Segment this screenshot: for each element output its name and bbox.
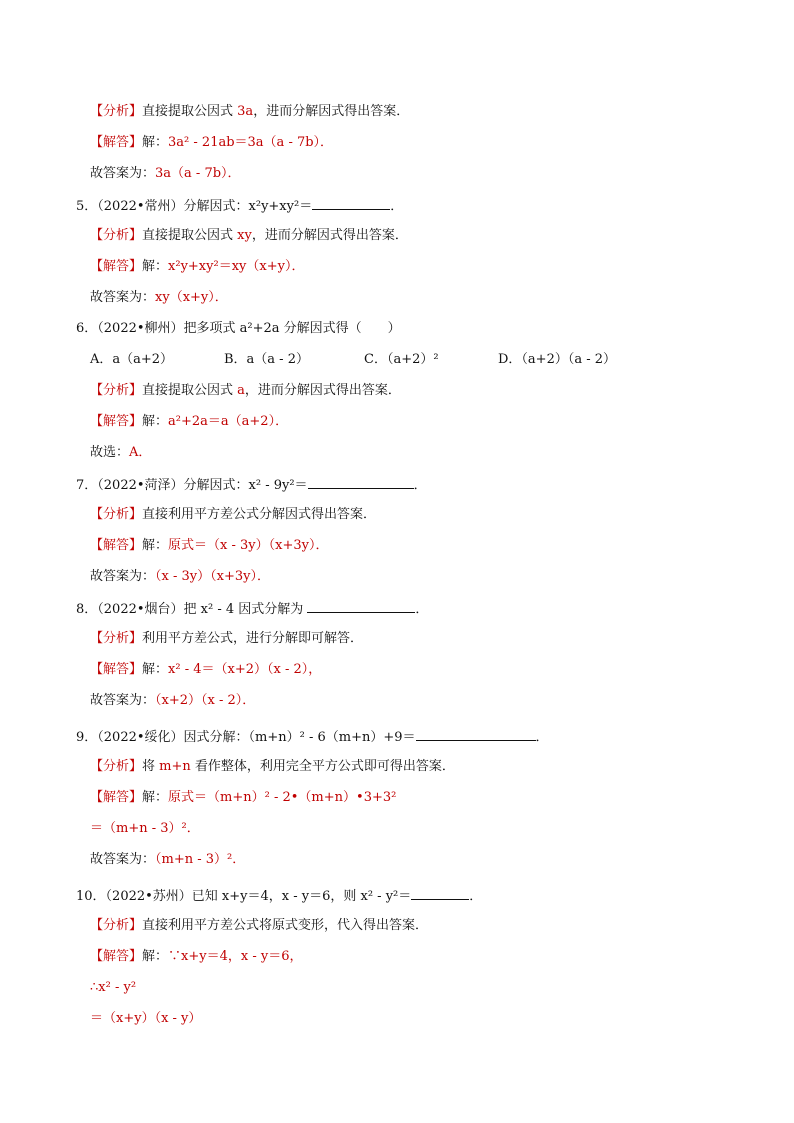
text-segment: 【分析】 bbox=[90, 631, 143, 646]
text-line-l4 bbox=[76, 197, 403, 215]
text-segment: ． bbox=[390, 199, 404, 214]
text-segment: （m+n - 3）²． bbox=[155, 852, 246, 867]
text-segment: 【分析】 bbox=[90, 383, 143, 398]
text-segment: 故选： bbox=[90, 445, 130, 460]
text-segment: 【分析】 bbox=[90, 228, 143, 243]
text-line-l12 bbox=[90, 445, 151, 461]
text-segment: xy bbox=[237, 228, 252, 243]
text-line-l15 bbox=[90, 538, 328, 554]
answer-blank bbox=[411, 887, 469, 900]
answer-blank bbox=[416, 728, 536, 741]
choice-opt-b: B．a（a - 2） bbox=[224, 352, 309, 367]
text-segment: ∵x+y＝4，x - y＝6， bbox=[168, 949, 303, 964]
text-segment: 故答案为： bbox=[90, 693, 156, 708]
text-segment: 【解答】 bbox=[90, 949, 143, 964]
text-line-l21 bbox=[76, 728, 549, 746]
text-segment: ∴x² - y² bbox=[90, 980, 137, 995]
text-line-l7 bbox=[90, 290, 228, 306]
text-line-l13 bbox=[76, 476, 427, 494]
text-line-l28 bbox=[90, 949, 302, 965]
text-segment: 利用平方差公式，进行分解即可解答． bbox=[142, 631, 364, 646]
text-segment: 6．（2022•柳州）把多项式 a²+2a 分解因式得（ ） bbox=[76, 321, 401, 336]
text-segment: m+n bbox=[159, 759, 191, 774]
text-segment: 【分析】 bbox=[90, 507, 143, 522]
text-line-l5 bbox=[90, 228, 408, 244]
text-segment: 【解答】 bbox=[90, 538, 143, 553]
text-segment: 3a bbox=[237, 104, 254, 119]
text-segment: 直接提取公因式 bbox=[142, 228, 238, 243]
text-segment: ． bbox=[413, 478, 427, 493]
text-line-l3 bbox=[90, 166, 241, 182]
text-segment: ＝（x+y）（x - y） bbox=[90, 1011, 202, 1026]
text-segment: 【解答】 bbox=[90, 790, 143, 805]
text-segment: 将 bbox=[142, 759, 160, 774]
text-segment: 直接提取公因式 bbox=[142, 383, 238, 398]
answer-blank bbox=[308, 476, 414, 489]
text-segment: 看作整体，利用完全平方公式即可得出答案． bbox=[190, 759, 455, 774]
text-line-l22 bbox=[90, 759, 455, 775]
text-segment: （x+2）（x - 2）． bbox=[155, 693, 256, 708]
text-segment: （x - 3y）（x+3y）． bbox=[155, 569, 270, 584]
text-segment: 直接利用平方差公式将原式变形，代入得出答案． bbox=[142, 918, 429, 933]
text-line-l29 bbox=[90, 980, 136, 996]
text-segment: 原式＝（x - 3y）（x+3y）． bbox=[168, 538, 329, 553]
choice-opt-c: C．（a+2）² bbox=[364, 352, 439, 367]
text-segment: 解： bbox=[142, 135, 169, 150]
text-segment: ． bbox=[415, 602, 429, 617]
text-segment: 8．（2022•烟台）把 x² - 4 因式分解为 bbox=[76, 602, 308, 617]
choice-opt-a: A．a（a+2） bbox=[90, 352, 174, 367]
text-segment: 【解答】 bbox=[90, 135, 143, 150]
text-segment: A． bbox=[129, 445, 152, 460]
text-segment: ＝（m+n - 3）²． bbox=[90, 821, 200, 836]
text-line-l16 bbox=[90, 569, 270, 585]
text-segment: x² - 4＝（x+2）（x - 2）， bbox=[168, 662, 322, 677]
text-segment: 解： bbox=[142, 949, 169, 964]
text-segment: 9．（2022•绥化）因式分解：（m+n）² - 6（m+n）+9＝ bbox=[76, 730, 416, 745]
text-segment: 解： bbox=[142, 790, 169, 805]
text-segment: 【解答】 bbox=[90, 259, 143, 274]
text-segment: 【解答】 bbox=[90, 662, 143, 677]
text-segment: ． bbox=[469, 889, 483, 904]
text-segment: a²+2a＝a（a+2）． bbox=[168, 414, 289, 429]
text-segment: 故答案为： bbox=[90, 166, 156, 181]
text-line-l11 bbox=[90, 414, 288, 430]
text-segment: ，进而分解因式得出答案． bbox=[251, 228, 408, 243]
answer-blank bbox=[307, 600, 415, 613]
text-segment: 解： bbox=[142, 538, 169, 553]
text-segment: 故答案为： bbox=[90, 290, 156, 305]
text-segment: 3a（a - 7b）． bbox=[155, 166, 241, 181]
text-line-l25 bbox=[90, 852, 245, 868]
text-segment: 故答案为： bbox=[90, 852, 156, 867]
text-line-l18 bbox=[90, 631, 363, 647]
text-segment: 【解答】 bbox=[90, 414, 143, 429]
text-line-l8 bbox=[76, 321, 401, 337]
text-segment: 10．（2022•苏州）已知 x+y＝4，x - y＝6，则 x² - y²＝ bbox=[76, 889, 412, 904]
text-segment: x²y+xy²＝xy（x+y）． bbox=[168, 259, 305, 274]
text-line-l23 bbox=[90, 790, 396, 806]
text-segment: 故答案为： bbox=[90, 569, 156, 584]
text-line-l30 bbox=[90, 1011, 201, 1027]
text-segment: xy（x+y）． bbox=[155, 290, 228, 305]
text-segment: 【分析】 bbox=[90, 759, 143, 774]
text-line-l6 bbox=[90, 259, 304, 275]
text-segment: 解： bbox=[142, 259, 169, 274]
text-line-l2 bbox=[90, 135, 333, 151]
text-line-l24 bbox=[90, 821, 200, 837]
text-segment: 5．（2022•常州）分解因式：x²y+xy²＝ bbox=[76, 199, 313, 214]
text-line-l10 bbox=[90, 383, 401, 399]
text-segment: 直接提取公因式 bbox=[142, 104, 238, 119]
text-segment: 解： bbox=[142, 662, 169, 677]
text-segment: 【分析】 bbox=[90, 104, 143, 119]
text-segment: 7．（2022•菏泽）分解因式：x² - 9y²＝ bbox=[76, 478, 308, 493]
text-line-l27 bbox=[90, 918, 428, 934]
text-segment: 解： bbox=[142, 414, 169, 429]
text-segment: a bbox=[237, 383, 245, 398]
choice-opt-d: D．（a+2）（a - 2） bbox=[498, 352, 617, 367]
text-line-l17 bbox=[76, 600, 428, 618]
text-line-l1 bbox=[90, 104, 409, 120]
text-segment: ，进而分解因式得出答案． bbox=[244, 383, 401, 398]
text-segment: 3a² - 21ab＝3a（a - 7b）． bbox=[168, 135, 334, 150]
text-segment: 原式＝（m+n）² - 2•（m+n）•3+3² bbox=[168, 790, 397, 805]
text-segment: 【分析】 bbox=[90, 918, 143, 933]
text-segment: ，进而分解因式得出答案． bbox=[253, 104, 410, 119]
text-segment: ． bbox=[535, 730, 549, 745]
text-line-l26 bbox=[76, 887, 482, 905]
text-line-l20 bbox=[90, 693, 255, 709]
text-segment: 直接利用平方差公式分解因式得出答案． bbox=[142, 507, 377, 522]
answer-blank bbox=[312, 197, 390, 210]
text-line-l14 bbox=[90, 507, 376, 523]
text-line-l19 bbox=[90, 662, 321, 678]
